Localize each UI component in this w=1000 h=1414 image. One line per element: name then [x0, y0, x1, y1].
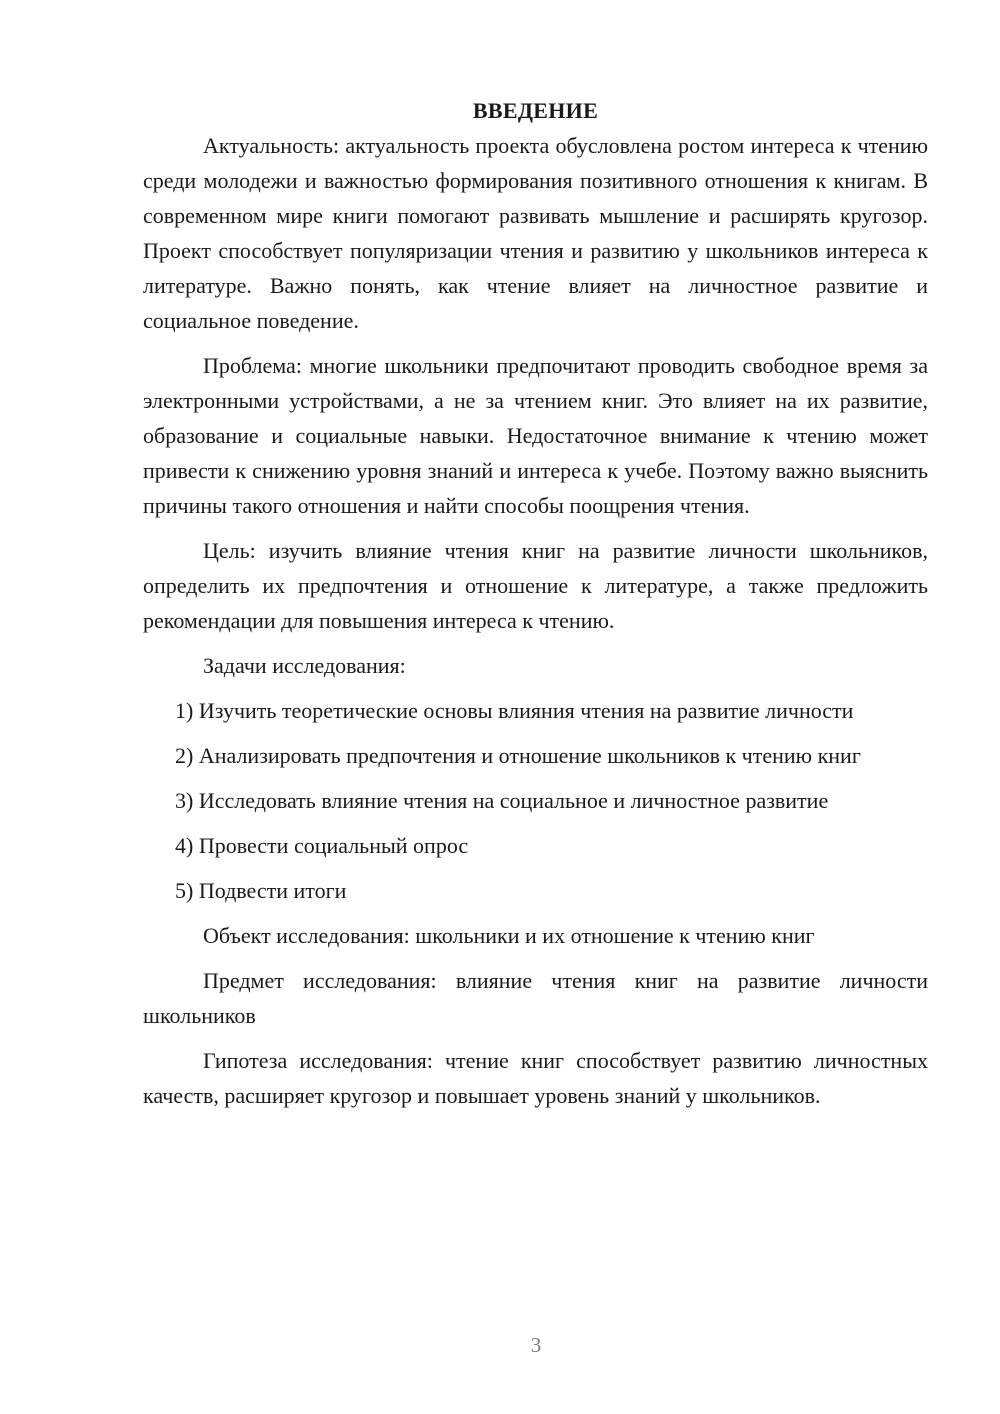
paragraph-problem: Проблема: многие школьники предпочитают проводить свободное время за электронными устройствами, а не за чтением книг. Это влияет на их развитие, образование и социальные навыки. Недостаточное внимание к чтению может привести к снижению уровня знаний и интереса к учебе. Поэтому важно выяснить причины такого отношения и найти способы поощрения чтения.: [143, 353, 928, 518]
paragraph-subject: Предмет исследования: влияние чтения книг на развитие личности школьников: [143, 968, 928, 1028]
list-item: 3) Исследовать влияние чтения на социальное и личностное развитие: [175, 788, 829, 813]
list-item: 1) Изучить теоретические основы влияния чтения на развитие личности: [175, 698, 854, 723]
section-heading: ВВЕДЕНИЕ: [472, 98, 599, 123]
paragraph-hypothesis: Гипотеза исследования: чтение книг способствует развитию личностных качеств, расширяет кругозор и повышает уровень знаний у школьников.: [143, 1048, 928, 1108]
paragraph-object: Объект исследования: школьники и их отношение к чтению книг: [203, 923, 815, 948]
paragraph-relevance: Актуальность: актуальность проекта обусловлена ростом интереса к чтению среди молодежи и важностью формирования позитивного отношения к книгам. В современном мире книги помогают развивать мышление и расширять кругозор. Проект способствует популяризации чтения и развитию у школьников интереса к литературе. Важно понять, как чтение влияет на личностное развитие и социальное поведение.: [143, 133, 928, 333]
list-item: 2) Анализировать предпочтения и отношение школьников к чтению книг: [175, 743, 861, 768]
document-page: [143, 96, 928, 1123]
list-item: 5) Подвести итоги: [175, 878, 347, 903]
tasks-title: Задачи исследования:: [203, 653, 406, 678]
list-item: 4) Провести социальный опрос: [175, 833, 469, 858]
page-number: 3: [530, 1333, 542, 1357]
paragraph-goal: Цель: изучить влияние чтения книг на развитие личности школьников, определить их предпочтения и отношение к литературе, а также предложить рекомендации для повышения интереса к чтению.: [143, 538, 928, 633]
